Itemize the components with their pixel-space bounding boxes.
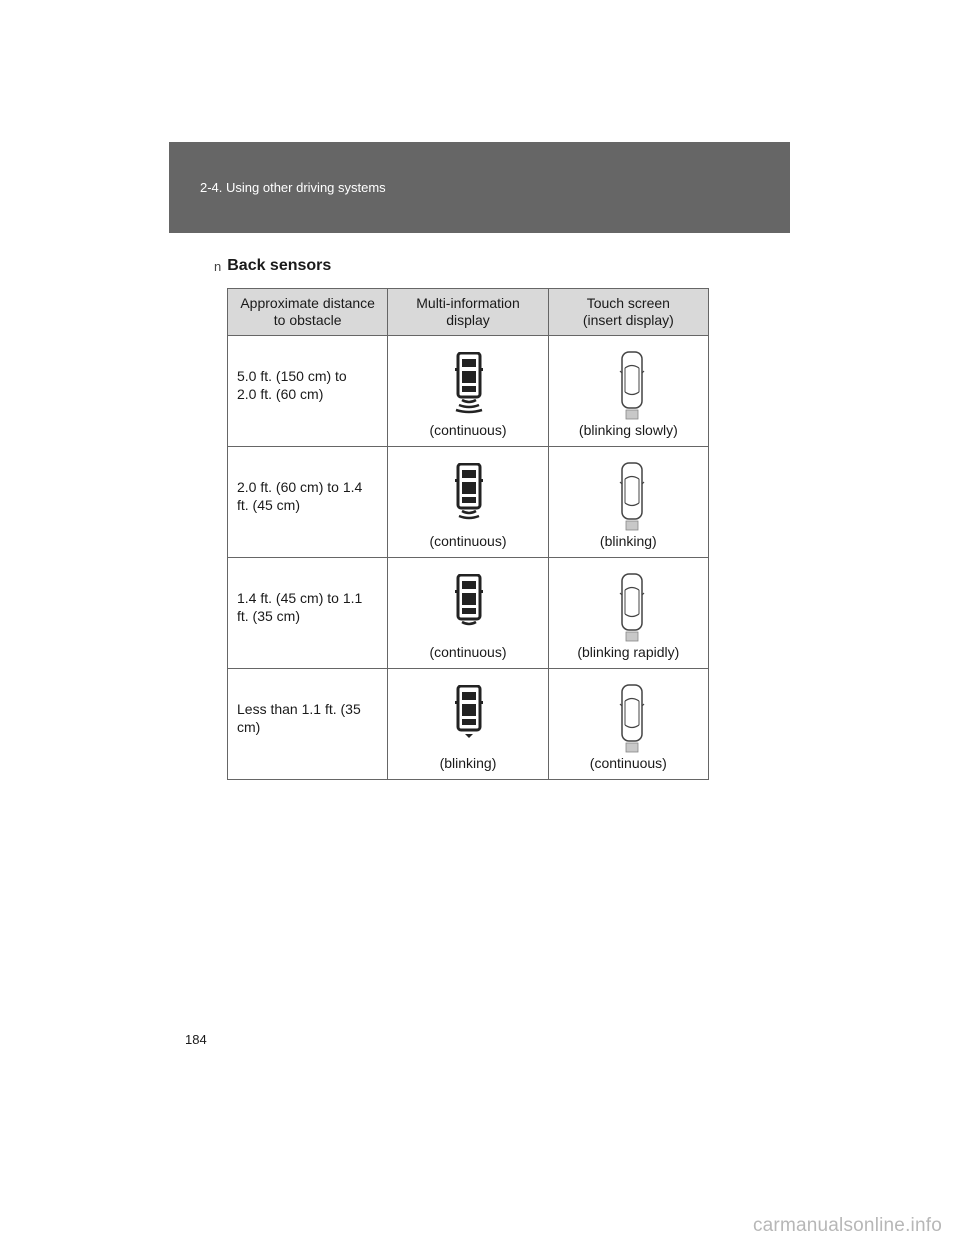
car-outline-icon [619,684,645,754]
touch-screen-caption: (blinking rapidly) [577,644,680,660]
touch-screen-caption: (blinking slowly) [578,422,678,438]
table-row [228,336,709,447]
header-distance: Approximate distance to obstacle [228,289,388,336]
page-number: 184 [185,1032,207,1047]
sensor-table [227,288,709,780]
multi-info-cell [388,336,548,447]
table-row [228,669,709,780]
multi-info-caption: (blinking) [439,755,497,771]
car-sensor-display-icon [454,685,484,749]
multi-info-cell [388,669,548,780]
car-sensor-display-icon [454,463,484,527]
table-row [228,447,709,558]
distance-line: ft. (45 cm) [237,497,301,513]
car-outline-icon [619,351,645,421]
table-header-row [228,289,709,336]
car-sensor-display-icon [454,574,484,638]
multi-info-cell [388,447,548,558]
multi-info-caption: (continuous) [429,644,507,660]
touch-screen-caption: (continuous) [589,755,667,771]
watermark: carmanualsonline.info [752,1215,942,1236]
distance-cell [228,447,388,558]
distance-line: 2.0 ft. (60 cm) [237,386,324,402]
distance-cell [228,669,388,780]
distance-line: 1.4 ft. (45 cm) to 1.1 [237,590,363,606]
distance-line: 2.0 ft. (60 cm) to 1.4 [237,479,363,495]
section-title [214,257,331,275]
multi-info-caption: (continuous) [429,533,507,549]
breadcrumb: 2-4. Using other driving systems [200,180,386,195]
section-bullet: n [214,258,222,274]
distance-line: cm) [237,719,261,735]
car-sensor-display-icon [454,352,484,416]
distance-line: Less than 1.1 ft. (35 [237,701,361,717]
table-row [228,558,709,669]
section-title-text: Back sensors [227,257,332,274]
distance-cell [228,336,388,447]
touch-screen-cell [548,447,708,558]
distance-cell [228,558,388,669]
multi-info-caption: (continuous) [429,422,507,438]
car-outline-icon [619,462,645,532]
header-band [169,142,790,233]
touch-screen-cell [548,669,708,780]
header-touch-screen: Touch screen (insert display) [548,289,708,336]
distance-line: 5.0 ft. (150 cm) to [237,368,347,384]
touch-screen-caption: (blinking) [599,533,657,549]
car-outline-icon [619,573,645,643]
touch-screen-cell [548,558,708,669]
distance-line: ft. (35 cm) [237,608,301,624]
header-multi-info: Multi-information display [388,289,548,336]
touch-screen-cell [548,336,708,447]
multi-info-cell [388,558,548,669]
